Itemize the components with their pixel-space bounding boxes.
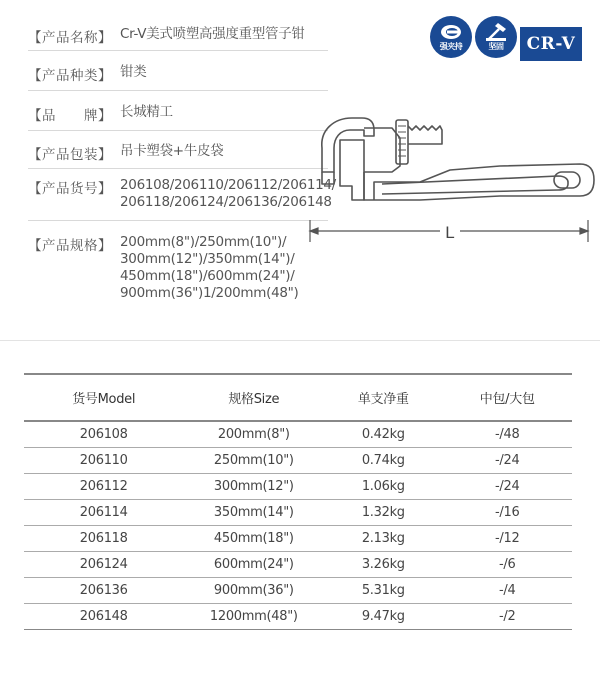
spec-label: 【产品种类】 <box>28 68 112 84</box>
cell-weight: 5.31kg <box>324 578 442 604</box>
spec-label: 【产品规格】 <box>28 238 112 254</box>
cell-packing: -/48 <box>442 421 572 448</box>
cell-model: 206108 <box>24 421 183 448</box>
table-row <box>24 552 572 578</box>
spec-row-category <box>28 51 328 91</box>
cell-weight: 0.74kg <box>324 448 442 474</box>
cell-packing: -/4 <box>442 578 572 604</box>
spec-value: 钳类 <box>120 64 147 80</box>
cell-size: 300mm(12") <box>183 474 324 500</box>
strong-clamp-badge <box>430 16 472 58</box>
badge-label: 坚固 <box>488 42 504 51</box>
cell-model: 206114 <box>24 500 183 526</box>
cell-size: 250mm(10") <box>183 448 324 474</box>
spec-label: 【产品名称】 <box>28 30 112 46</box>
cell-model: 206136 <box>24 578 183 604</box>
cell-weight: 9.47kg <box>324 604 442 630</box>
cell-size: 1200mm(48") <box>183 604 324 630</box>
spec-value: 206108/206110/206112/206114/ 206118/206124/206136/206148 <box>120 177 336 210</box>
cell-weight: 1.32kg <box>324 500 442 526</box>
spec-row-item-no <box>28 169 336 221</box>
spec-value: 吊卡塑袋+牛皮袋 <box>120 143 224 159</box>
dimension-label: L <box>445 223 455 242</box>
cell-weight: 2.13kg <box>324 526 442 552</box>
cell-weight: 0.42kg <box>324 421 442 448</box>
table-row <box>24 578 572 604</box>
header-model: 货号Model <box>24 374 183 421</box>
cell-model: 206110 <box>24 448 183 474</box>
cell-model: 206148 <box>24 604 183 630</box>
spec-row-size <box>28 221 328 311</box>
table-row <box>24 474 572 500</box>
cell-packing: -/24 <box>442 448 572 474</box>
cell-model: 206112 <box>24 474 183 500</box>
cell-size: 900mm(36") <box>183 578 324 604</box>
spec-table <box>24 373 572 630</box>
cell-packing: -/12 <box>442 526 572 552</box>
pipe-wrench-drawing <box>300 100 595 260</box>
cell-weight: 3.26kg <box>324 552 442 578</box>
cell-packing: -/24 <box>442 474 572 500</box>
cell-size: 350mm(14") <box>183 500 324 526</box>
crv-material-badge: CR-V <box>520 27 582 61</box>
cell-packing: -/6 <box>442 552 572 578</box>
cell-weight: 1.06kg <box>324 474 442 500</box>
spec-list <box>28 14 336 311</box>
spec-row-name <box>28 14 328 51</box>
badge-label: 强夹持 <box>439 42 463 51</box>
cell-size: 600mm(24") <box>183 552 324 578</box>
spec-row-brand <box>28 91 328 131</box>
clamp-icon <box>439 22 463 42</box>
table-row <box>24 448 572 474</box>
spec-label: 【产品包装】 <box>28 147 112 163</box>
spec-value: 200mm(8")/250mm(10")/ 300mm(12")/350mm(14")/ 450mm(18")/600mm(24")/ 900mm(36")1/200mm(48") <box>120 234 299 301</box>
sturdy-badge <box>475 16 517 58</box>
header-packing: 中包/大包 <box>442 374 572 421</box>
table-header-row <box>24 374 572 421</box>
table-row <box>24 604 572 630</box>
cell-size: 200mm(8") <box>183 421 324 448</box>
spec-label: 【产品货号】 <box>28 181 112 197</box>
spec-row-packaging <box>28 131 328 169</box>
header-size: 规格Size <box>183 374 324 421</box>
cell-size: 450mm(18") <box>183 526 324 552</box>
cell-packing: -/16 <box>442 500 572 526</box>
table-row <box>24 526 572 552</box>
table-row <box>24 421 572 448</box>
cell-packing: -/2 <box>442 604 572 630</box>
cell-model: 206118 <box>24 526 183 552</box>
cell-model: 206124 <box>24 552 183 578</box>
spec-value: 长城精工 <box>120 104 173 120</box>
table-row <box>24 500 572 526</box>
hammer-icon <box>484 22 508 42</box>
spec-value: Cr-V美式喷塑高强度重型管子钳 <box>120 26 305 42</box>
header-weight: 单支净重 <box>324 374 442 421</box>
spec-label: 【品 牌】 <box>28 108 112 124</box>
section-divider <box>0 340 600 341</box>
